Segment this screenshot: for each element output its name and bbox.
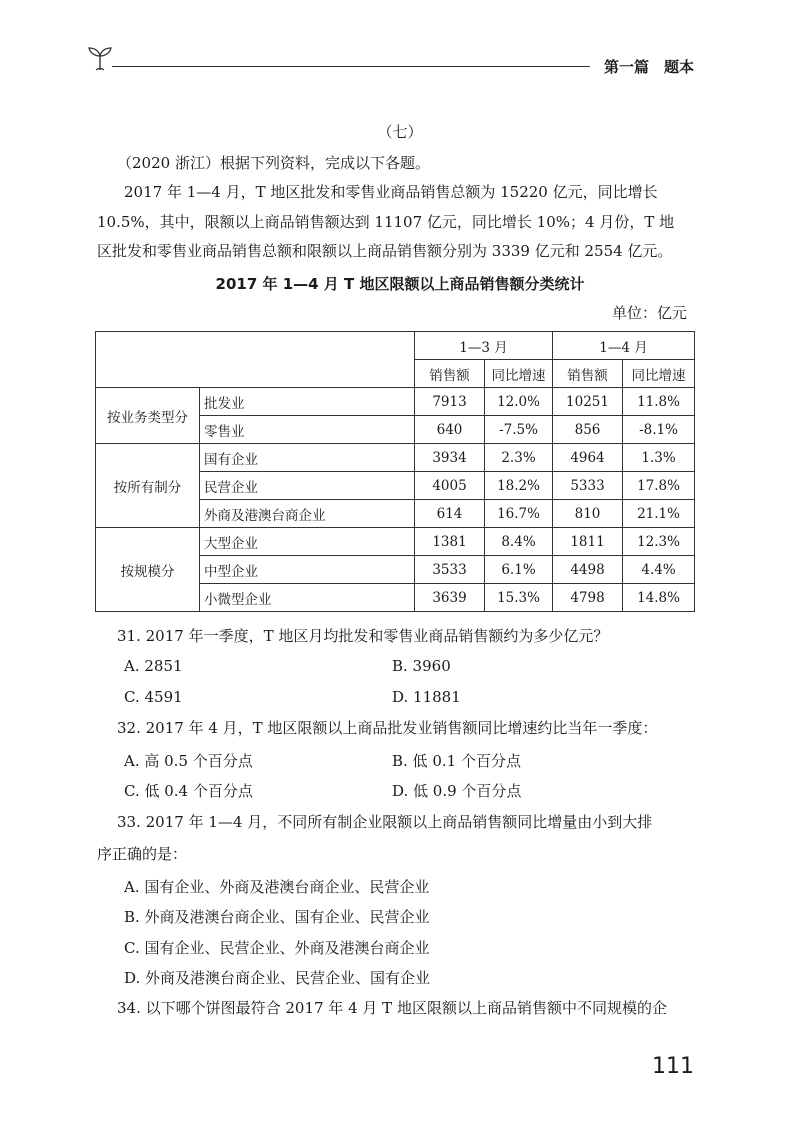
cell-value: 3934 bbox=[415, 444, 485, 472]
row-name: 外商及港澳台商企业 bbox=[200, 500, 415, 528]
cell-value: 5333 bbox=[553, 472, 623, 500]
row-name: 中型企业 bbox=[200, 556, 415, 584]
cell-value: 4964 bbox=[553, 444, 623, 472]
cell-value: 11.8% bbox=[623, 388, 695, 416]
question-32-stem: 32. 2017 年 4 月，T 地区限额以上商品批发业销售额同比增速约比当年一季度： bbox=[117, 719, 658, 737]
period-header-jan-apr: 1—4 月 bbox=[553, 332, 695, 360]
sales-table bbox=[95, 331, 695, 612]
question-33-option-b[interactable]: B. 外商及港澳台商企业、国有企业、民营企业 bbox=[124, 908, 430, 926]
cell-value: -7.5% bbox=[485, 416, 553, 444]
sub-header: 销售额 bbox=[415, 360, 485, 388]
cell-value: 614 bbox=[415, 500, 485, 528]
section-title: 第一篇 题本 bbox=[604, 58, 695, 76]
group-label: 按所有制分 bbox=[96, 444, 200, 528]
row-name: 批发业 bbox=[200, 388, 415, 416]
question-31-option-c[interactable]: C. 4591 bbox=[124, 688, 183, 706]
cell-value: 1381 bbox=[415, 528, 485, 556]
table-corner-cell bbox=[96, 332, 415, 388]
cell-value: 16.7% bbox=[485, 500, 553, 528]
period-header-q1: 1—3 月 bbox=[415, 332, 553, 360]
question-33-option-d[interactable]: D. 外商及港澳台商企业、民营企业、国有企业 bbox=[124, 969, 431, 987]
sub-header: 销售额 bbox=[553, 360, 623, 388]
intro-source: （2020 浙江）根据下列资料，完成以下各题。 bbox=[117, 154, 430, 172]
row-name: 零售业 bbox=[200, 416, 415, 444]
table-row bbox=[96, 444, 695, 472]
cell-value: 2.3% bbox=[485, 444, 553, 472]
table-row bbox=[96, 528, 695, 556]
question-32-option-b[interactable]: B. 低 0.1 个百分点 bbox=[392, 752, 521, 770]
row-name: 国有企业 bbox=[200, 444, 415, 472]
sub-header: 同比增速 bbox=[623, 360, 695, 388]
question-31-option-b[interactable]: B. 3960 bbox=[392, 657, 451, 675]
question-34-stem: 34. 以下哪个饼图最符合 2017 年 4 月 T 地区限额以上商品销售额中不同规模的企 bbox=[117, 999, 667, 1017]
table-header-row-1 bbox=[96, 332, 695, 360]
cell-value: 12.0% bbox=[485, 388, 553, 416]
cell-value: 3639 bbox=[415, 584, 485, 612]
cell-value: 17.8% bbox=[623, 472, 695, 500]
passage-line-2: 10.5%，其中，限额以上商品销售额达到 11107 亿元，同比增长 10%；4 月份，T 地 bbox=[97, 213, 675, 231]
passage-line-3: 区批发和零售业商品销售总额和限额以上商品销售额分别为 3339 亿元和 2554 亿元。 bbox=[97, 242, 673, 260]
cell-value: 4.4% bbox=[623, 556, 695, 584]
cell-value: 1.3% bbox=[623, 444, 695, 472]
cell-value: 8.4% bbox=[485, 528, 553, 556]
cell-value: 6.1% bbox=[485, 556, 553, 584]
question-33-option-c[interactable]: C. 国有企业、民营企业、外商及港澳台商企业 bbox=[124, 939, 430, 957]
unit-label: 单位：亿元 bbox=[612, 304, 688, 322]
cell-value: 15.3% bbox=[485, 584, 553, 612]
passage-line-1: 2017 年 1—4 月，T 地区批发和零售业商品销售总额为 15220 亿元，同比增长 bbox=[124, 183, 658, 201]
table-title: 2017 年 1—4 月 T 地区限额以上商品销售额分类统计 bbox=[215, 275, 585, 293]
cell-value: 3533 bbox=[415, 556, 485, 584]
header-rule bbox=[112, 66, 590, 67]
cell-value: 12.3% bbox=[623, 528, 695, 556]
cell-value: 810 bbox=[553, 500, 623, 528]
cell-value: 4798 bbox=[553, 584, 623, 612]
table-row bbox=[96, 388, 695, 416]
cell-value: 14.8% bbox=[623, 584, 695, 612]
cell-value: 21.1% bbox=[623, 500, 695, 528]
cell-value: -8.1% bbox=[623, 416, 695, 444]
group-label: 按业务类型分 bbox=[96, 388, 200, 444]
question-32-option-c[interactable]: C. 低 0.4 个百分点 bbox=[124, 782, 253, 800]
section-number: （七） bbox=[377, 123, 423, 141]
question-33-stem-line-2: 序正确的是： bbox=[97, 845, 188, 863]
question-33-stem-line-1: 33. 2017 年 1—4 月，不同所有制企业限额以上商品销售额同比增量由小到大排 bbox=[117, 813, 653, 831]
cell-value: 4005 bbox=[415, 472, 485, 500]
question-31-option-d[interactable]: D. 11881 bbox=[392, 688, 461, 706]
sub-header: 同比增速 bbox=[485, 360, 553, 388]
cell-value: 10251 bbox=[553, 388, 623, 416]
row-name: 民营企业 bbox=[200, 472, 415, 500]
cell-value: 1811 bbox=[553, 528, 623, 556]
group-label: 按规模分 bbox=[96, 528, 200, 612]
question-31-option-a[interactable]: A. 2851 bbox=[124, 657, 183, 675]
row-name: 大型企业 bbox=[200, 528, 415, 556]
cell-value: 640 bbox=[415, 416, 485, 444]
page-number: 111 bbox=[652, 1054, 694, 1079]
cell-value: 4498 bbox=[553, 556, 623, 584]
cell-value: 856 bbox=[553, 416, 623, 444]
question-31-stem: 31. 2017 年一季度，T 地区月均批发和零售业商品销售额约为多少亿元？ bbox=[117, 627, 609, 645]
cell-value: 7913 bbox=[415, 388, 485, 416]
question-32-option-d[interactable]: D. 低 0.9 个百分点 bbox=[392, 782, 522, 800]
sprout-logo-icon bbox=[86, 44, 114, 76]
question-33-option-a[interactable]: A. 国有企业、外商及港澳台商企业、民营企业 bbox=[124, 878, 430, 896]
row-name: 小微型企业 bbox=[200, 584, 415, 612]
question-32-option-a[interactable]: A. 高 0.5 个百分点 bbox=[124, 752, 253, 770]
cell-value: 18.2% bbox=[485, 472, 553, 500]
